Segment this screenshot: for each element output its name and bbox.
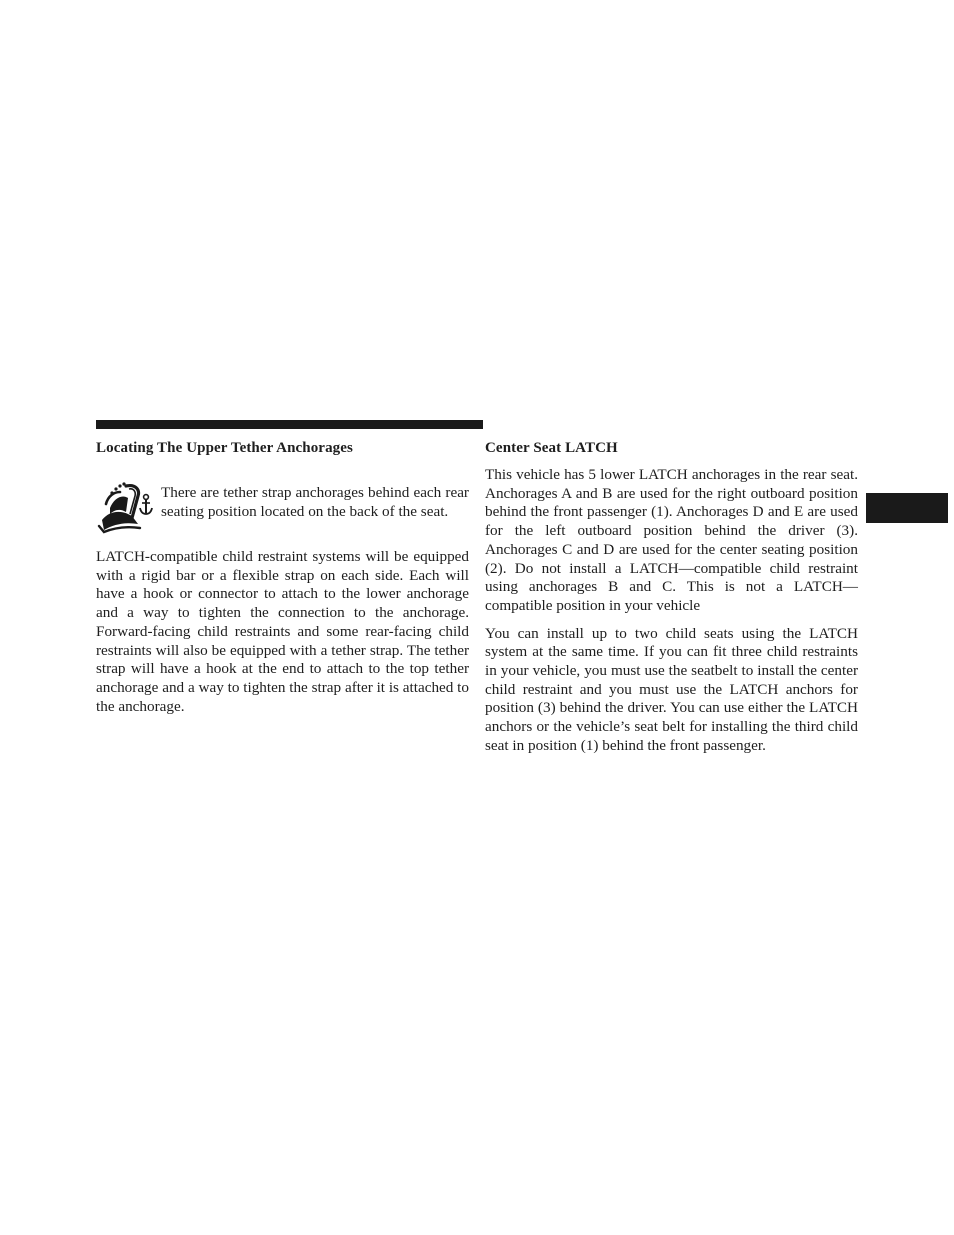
- install-child-seats-paragraph: You can install up to two child seats using the LATCH system at the same time. If you can fit three child restraints in your vehicle, you must use the seatbelt to install the center child restraint and you must use the LATCH anchors for position (3) behind the driver. You can use either the LATCH anchors or the vehicle’s seat belt for installing the third child seat in position (1) behind the front passenger.: [485, 624, 858, 754]
- child-seat-tether-anchor-icon: [96, 480, 154, 536]
- tether-icon-block: [96, 484, 469, 536]
- tether-anchorages-heading: Locating The Upper Tether Anchorages: [96, 440, 353, 456]
- center-seat-latch-heading: Center Seat LATCH: [485, 440, 618, 456]
- lower-anchorages-paragraph: This vehicle has 5 lower LATCH anchorages in the rear seat. Anchorages A and B are used for the right outboard position behind the front passenger (1). Anchorages D and E are used for the left outboard position behind the driver (3). Anchorages C and D are used for the center seating position (2). Do not install a LATCH—compatible child restraint using anchorages B and C. This is not a LATCH—compatible position in your vehicle: [485, 466, 858, 614]
- right-column: [485, 439, 858, 756]
- left-column: [96, 439, 469, 716]
- chapter-tab: [866, 493, 948, 523]
- tether-icon-text: There are tether strap anchorages behind each rear seating position located on the back of the seat.: [161, 484, 469, 520]
- section-rule: [96, 420, 483, 429]
- latch-compatible-paragraph: LATCH-compatible child restraint systems will be equipped with a rigid bar or a flexible strap on each side. Each will have a hook or connector to attach to the lower anchorage and a way to tighten the connection to the anchorage. Forward-facing child restraints and some rear-facing child restraints will also be equipped with a tether strap. The tether strap will have a hook at the end to attach to the top tether anchorage and a way to tighten the strap after it is attached to the anchorage.: [96, 548, 469, 715]
